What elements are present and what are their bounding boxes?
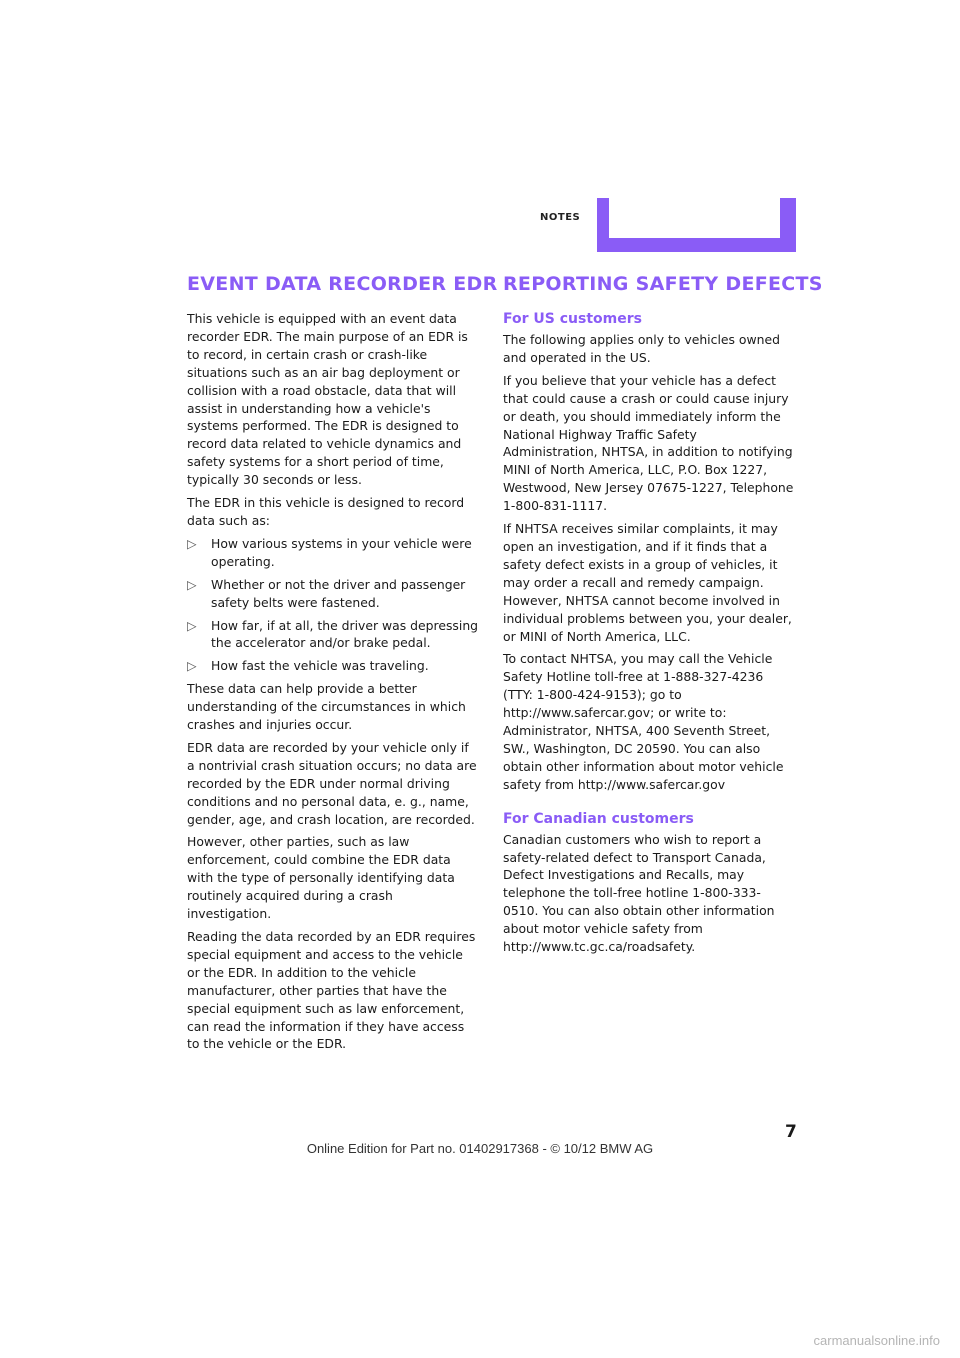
us-paragraph-4: To contact NHTSA, you may call the Vehicle Safety Hotline toll-free at 1-888-327-4236 (TTY: 1-800-424-9153); go to http://www.safercar.gov; or write to: Administrator, NHTSA, 400 Seventh Street, SW., Washington, DC 20590. You can also obtain other information about motor vehicle safety from http://www.safercar.gov (503, 651, 784, 792)
canadian-customers-heading: For Canadian customers (503, 810, 694, 827)
page-number: 7 (785, 1122, 797, 1142)
left-column (187, 272, 498, 1058)
section-label: NOTES (540, 212, 581, 223)
bullet-triangle-icon: ▷ (187, 617, 197, 633)
footer-edition: Online Edition for Part no. 01402917368 - © 10/12 BMW AG (306, 1141, 654, 1156)
section-tab (597, 198, 796, 252)
edr-paragraph-3: These data can help provide a better understanding of the circumstances in which crashes and injuries occur. (187, 681, 466, 733)
edr-paragraph-2: The EDR in this vehicle is designed to record data such as: (187, 495, 465, 528)
us-paragraph-2: If you believe that your vehicle has a defect that could cause a crash or could cause injury or death, you should immediately inform the National Highway Traffic Safety Administration, NHTSA, in addition to notifying MINI of North America, LLC, P.O. Box 1227, Westwood, New Jersey 07675-1227, Telephone 1-800-831-1117. (503, 372, 794, 514)
safety-defects-title: REPORTING SAFETY DEFECTS (503, 273, 823, 295)
watermark: carmanualsonline.info (813, 1333, 940, 1348)
edr-bullet-list (187, 535, 479, 675)
edr-paragraph-5: However, other parties, such as law enforcement, could combine the EDR data with the type of personally identifying data routinely acquired during a crash investigation. (187, 834, 455, 922)
list-item (187, 535, 479, 571)
list-item (187, 617, 479, 653)
list-item (187, 576, 479, 612)
list-item-text: How various systems in your vehicle were operating. (211, 535, 472, 569)
list-item-text: How far, if at all, the driver was depressing the accelerator and/or brake pedal. (211, 617, 479, 651)
canada-paragraph-1: Canadian customers who wish to report a safety-related defect to Transport Canada, Defect Investigations and Recalls, may telephone the toll-free hotline 1-800-333-0510. You can also obtain other information about motor vehicle safety from http://www.tc.gc.ca/roadsafety. (503, 831, 775, 955)
list-item-text: Whether or not the driver and passenger safety belts were fastened. (211, 576, 466, 610)
list-item (187, 657, 479, 675)
us-customers-heading: For US customers (503, 311, 642, 327)
list-item-text: How fast the vehicle was traveling. (211, 658, 429, 674)
us-paragraph-1: The following applies only to vehicles owned and operated in the US. (503, 332, 780, 365)
bullet-triangle-icon: ▷ (187, 658, 197, 674)
section-tab-inner (609, 198, 780, 238)
us-paragraph-3: If NHTSA receives similar complaints, it may open an investigation, and if it finds that a safety defect exists in a group of vehicles, it may order a recall and remedy campaign. However, NHTSA cannot become involved in individual problems between you, your dealer, or MINI of North America, LLC. (503, 521, 792, 644)
edr-paragraph-6: Reading the data recorded by an EDR requires special equipment and access to the vehicle or the EDR. In addition to the vehicle manufacturer, other parties that have the special equipment such as law enforcement, can read the information if they have access to the vehicle or the EDR. (187, 929, 476, 1052)
edr-title: EVENT DATA RECORDER EDR (187, 273, 498, 295)
bullet-triangle-icon: ▷ (187, 535, 197, 551)
edr-paragraph-4: EDR data are recorded by your vehicle only if a nontrivial crash situation occurs; no data are recorded by the EDR under normal driving conditions and no personal data, e. g., name, gender, age, and crash location, are recorded. (187, 739, 477, 827)
bullet-triangle-icon: ▷ (187, 576, 197, 592)
edr-paragraph-1: This vehicle is equipped with an event data recorder EDR. The main purpose of an EDR is to record, in certain crash or crash-like situations such as an air bag deployment or collision with a road obstacle, data that will assist in understanding how a vehicle's systems performed. The EDR is designed to record data related to vehicle dynamics and safety systems for a short period of time, typically 30 seconds or less. (187, 311, 468, 488)
right-column (503, 272, 823, 961)
